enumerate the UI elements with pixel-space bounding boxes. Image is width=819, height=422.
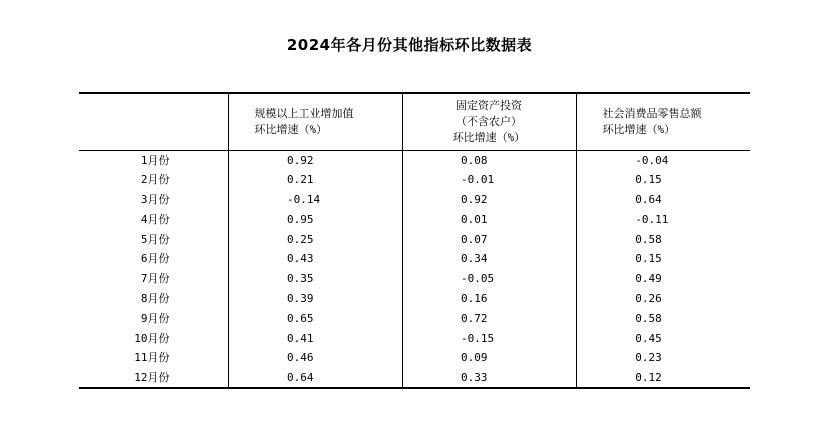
header-industry-line1: 规模以上工业增加值: [254, 106, 354, 120]
cell-month: 10月份: [134, 331, 170, 345]
cell-investment-value: 0.72: [461, 311, 488, 325]
cell-month: 8月份: [140, 291, 170, 305]
cell-retail-value: 0.58: [635, 311, 662, 325]
cell-retail: [576, 328, 750, 348]
cell-retail-value: 0.49: [635, 272, 662, 286]
cell-industry-value: 0.21: [287, 173, 314, 187]
cell-industry: [228, 348, 402, 368]
cell-industry: [228, 209, 402, 229]
header-retail-line2: 环比增速（%）: [602, 122, 676, 136]
cell-investment: [402, 150, 576, 170]
header-row: [79, 93, 750, 150]
cell-investment-value: 0.09: [461, 351, 488, 365]
cell-month: 3月份: [140, 192, 170, 206]
cell-investment-value: 0.33: [461, 370, 488, 384]
cell-retail: [576, 229, 750, 249]
cell-industry-value: 0.41: [287, 331, 314, 345]
header-investment-line3: 环比增速（%）: [452, 130, 526, 144]
header-retail-line1: 社会消费品零售总额: [602, 106, 702, 120]
cell-investment-value: -0.15: [461, 331, 495, 345]
cell-investment: [402, 229, 576, 249]
cell-investment: [402, 348, 576, 368]
cell-retail: [576, 249, 750, 269]
cell-retail: [576, 368, 750, 388]
cell-industry-value: 0.43: [287, 252, 314, 266]
cell-investment-value: 0.08: [461, 153, 488, 167]
header-investment: [402, 93, 576, 150]
table-row: [79, 150, 750, 170]
cell-industry-value: 0.35: [287, 272, 314, 286]
cell-investment-value: -0.01: [461, 173, 495, 187]
cell-retail-value: 0.12: [635, 370, 662, 384]
cell-industry-value: 0.46: [287, 351, 314, 365]
cell-retail: [576, 289, 750, 309]
cell-retail-value: -0.11: [635, 212, 669, 226]
table-row: [79, 170, 750, 190]
cell-investment: [402, 289, 576, 309]
cell-month: 12月份: [79, 368, 228, 388]
table-row: [79, 190, 750, 210]
table-row: [79, 348, 750, 368]
cell-industry-value: 0.39: [287, 291, 314, 305]
cell-investment-value: 0.07: [461, 232, 488, 246]
table-header: [79, 93, 750, 150]
cell-industry: [228, 249, 402, 269]
cell-retail: [576, 150, 750, 170]
cell-industry: [228, 328, 402, 348]
cell-industry: [228, 308, 402, 328]
table-row: [79, 368, 750, 388]
cell-investment-value: 0.92: [461, 192, 488, 206]
cell-retail-value: 0.15: [635, 252, 662, 266]
cell-industry-value: 0.92: [287, 153, 314, 167]
cell-retail-value: 0.58: [635, 232, 662, 246]
cell-investment-value: 0.16: [461, 291, 488, 305]
cell-investment: [402, 368, 576, 388]
cell-month: 4月份: [140, 212, 170, 226]
header-investment-line1: 固定资产投资: [456, 98, 522, 112]
cell-industry: [228, 368, 402, 388]
table-row: [79, 328, 750, 348]
cell-investment: [402, 190, 576, 210]
cell-industry: [228, 190, 402, 210]
cell-industry: [228, 289, 402, 309]
cell-retail-value: -0.04: [635, 153, 669, 167]
cell-industry: [228, 170, 402, 190]
header-industry: [228, 93, 402, 150]
cell-investment: [402, 269, 576, 289]
header-investment-line2: （不含农户）: [456, 114, 522, 128]
cell-industry-value: 0.65: [287, 311, 314, 325]
table-row: [79, 249, 750, 269]
cell-retail: [576, 170, 750, 190]
cell-month: 7月份: [140, 272, 170, 286]
cell-industry-value: 0.95: [287, 212, 314, 226]
cell-industry: [228, 229, 402, 249]
cell-month: 6月份: [140, 252, 170, 266]
cell-month: 11月份: [134, 351, 170, 365]
cell-retail: [576, 269, 750, 289]
header-retail: [576, 93, 750, 150]
cell-investment: [402, 328, 576, 348]
cell-industry: [228, 269, 402, 289]
data-table: [79, 92, 750, 389]
cell-retail-value: 0.26: [635, 291, 662, 305]
table-row: [79, 209, 750, 229]
cell-retail-value: 0.45: [635, 331, 662, 345]
cell-retail-value: 0.64: [635, 192, 662, 206]
cell-investment: [402, 170, 576, 190]
cell-retail: [576, 209, 750, 229]
cell-investment: [402, 308, 576, 328]
cell-retail-value: 0.15: [635, 173, 662, 187]
cell-month: 9月份: [140, 311, 170, 325]
cell-investment-value: 0.34: [461, 252, 488, 266]
table-row: [79, 229, 750, 249]
table-body: [79, 150, 750, 388]
table-title: 2024年各月份其他指标环比数据表: [286, 36, 533, 54]
cell-month: 2月份: [140, 173, 170, 187]
cell-industry-value: 0.64: [287, 370, 314, 384]
cell-industry-value: -0.14: [287, 192, 321, 206]
cell-retail: [576, 348, 750, 368]
cell-month: 5月份: [140, 232, 170, 246]
cell-retail-value: 0.23: [635, 351, 662, 365]
cell-investment-value: 0.01: [461, 212, 488, 226]
table-row: [79, 289, 750, 309]
cell-industry-value: 0.25: [287, 232, 314, 246]
header-industry-line2: 环比增速（%）: [254, 122, 328, 136]
cell-industry: [228, 150, 402, 170]
cell-retail: [576, 190, 750, 210]
cell-month: 1月份: [140, 153, 170, 167]
cell-investment: [402, 249, 576, 269]
cell-retail: [576, 308, 750, 328]
header-month: [79, 93, 228, 150]
table-row: [79, 308, 750, 328]
cell-investment-value: -0.05: [461, 272, 495, 286]
table-row: [79, 269, 750, 289]
cell-investment: [402, 209, 576, 229]
